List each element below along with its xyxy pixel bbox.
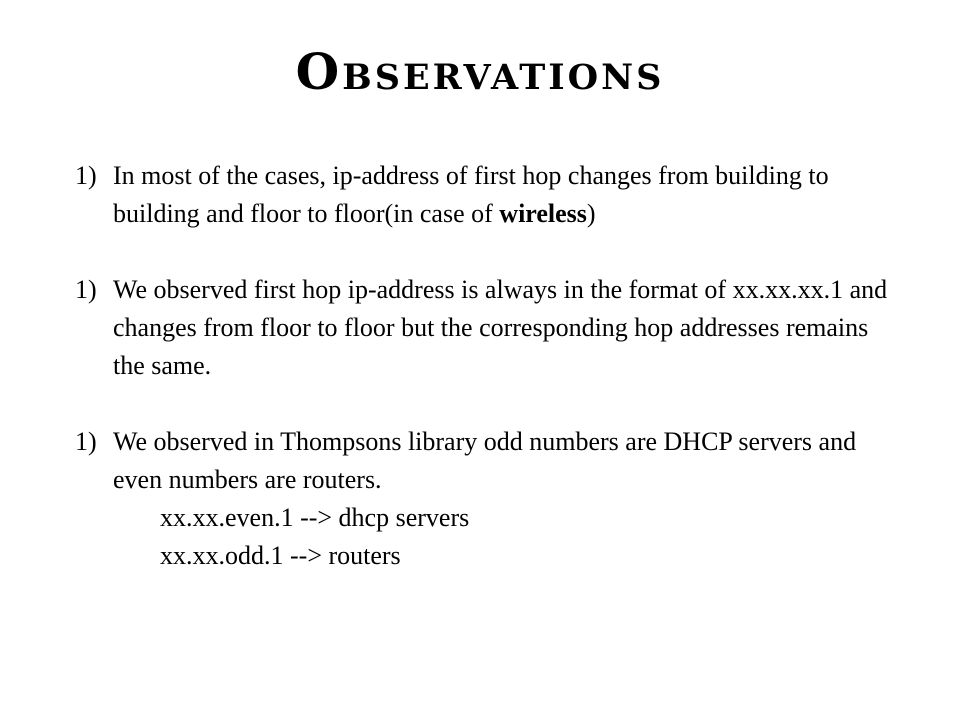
item-text-part: ) [586, 199, 596, 228]
item-text-bold: wireless [499, 199, 587, 228]
observations-list [75, 157, 895, 575]
item-text: We observed in Thompsons library odd numbers are DHCP servers and even numbers are routers. [113, 427, 857, 494]
item-number: 1) [75, 161, 97, 190]
item-text: We observed first hop ip-address is always in the format of xx.xx.xx.1 and changes from floor to floor but the corresponding hop addresses remains the same. [113, 275, 888, 380]
item-sub-line: xx.xx.even.1 --> dhcp servers [160, 503, 470, 532]
item-text-part: In most of the cases, ip-address of first hop changes from building to building and floor to floor(in case of [113, 161, 829, 228]
item-sub-line: xx.xx.odd.1 --> routers [160, 541, 401, 570]
list-item [75, 157, 895, 233]
item-number: 1) [75, 427, 97, 456]
item-text [113, 157, 895, 233]
list-item [75, 271, 895, 385]
slide-title: Observations [295, 42, 665, 101]
item-number: 1) [75, 275, 97, 304]
list-item [75, 423, 895, 575]
